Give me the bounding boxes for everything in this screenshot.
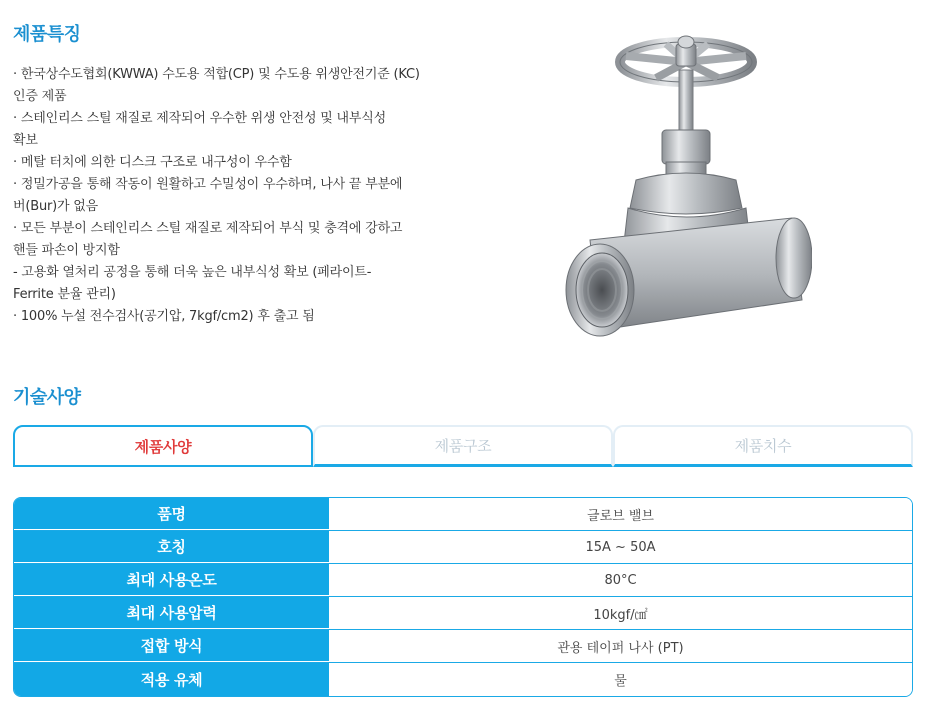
spec-label: 호칭 <box>14 531 329 563</box>
table-row <box>14 630 912 663</box>
spec-label: 접합 방식 <box>14 630 329 662</box>
table-row <box>14 663 912 696</box>
feature-line: · 정밀가공을 통해 작동이 원활하고 수밀성이 우수하며, 나사 끝 부분에 <box>13 177 403 192</box>
feature-line: 확보 <box>13 133 38 148</box>
spec-value: 15A ~ 50A <box>329 531 912 563</box>
spec-label: 최대 사용압력 <box>14 597 329 629</box>
feature-line: · 모든 부분이 스테인리스 스틸 재질로 제작되어 부식 및 충격에 강하고 <box>13 221 403 236</box>
tab-product-spec[interactable]: 제품사양 <box>13 425 313 467</box>
tab-product-structure[interactable]: 제품구조 <box>313 425 613 467</box>
tab-product-dimensions[interactable]: 제품치수 <box>613 425 913 467</box>
feature-line: · 메탈 터치에 의한 디스크 구조로 내구성이 우수함 <box>13 155 292 170</box>
feature-line: 인증 제품 <box>13 89 67 104</box>
feature-line: Ferrite 분율 관리) <box>13 287 116 302</box>
spec-value: 80°C <box>329 564 912 596</box>
feature-line: · 한국상수도협회(KWWA) 수도용 적합(CP) 및 수도용 위생안전기준 (KC) <box>13 67 420 82</box>
feature-line: · 스테인리스 스틸 재질로 제작되어 우수한 위생 안전성 및 내부식성 <box>13 111 386 126</box>
feature-line: 핸들 파손이 방지함 <box>13 243 120 258</box>
feature-line: · 100% 누설 전수검사(공기압, 7kgf/cm2) 후 출고 됨 <box>13 309 315 324</box>
spec-value: 관용 테이퍼 나사 (PT) <box>329 630 912 662</box>
spec-value: 물 <box>329 663 912 696</box>
features-title: 제품특징 <box>13 24 81 45</box>
spec-label: 품명 <box>14 498 329 530</box>
spec-title: 기술사양 <box>13 387 81 408</box>
table-row <box>14 498 912 531</box>
spec-value: 글로브 밸브 <box>329 498 912 530</box>
spec-value: 10kgf/㎠ <box>329 597 912 629</box>
feature-line: 버(Bur)가 없음 <box>13 199 99 214</box>
spec-table <box>13 497 913 697</box>
spec-tabs <box>13 425 913 467</box>
table-row <box>14 597 912 630</box>
globe-valve-image <box>556 30 812 360</box>
spec-label: 적용 유체 <box>14 663 329 696</box>
feature-line: - 고용화 열처리 공정을 통해 더욱 높은 내부식성 확보 (페라이트- <box>13 265 372 280</box>
table-row <box>14 531 912 564</box>
table-row <box>14 564 912 597</box>
features-list <box>13 64 483 328</box>
spec-label: 최대 사용온도 <box>14 564 329 596</box>
